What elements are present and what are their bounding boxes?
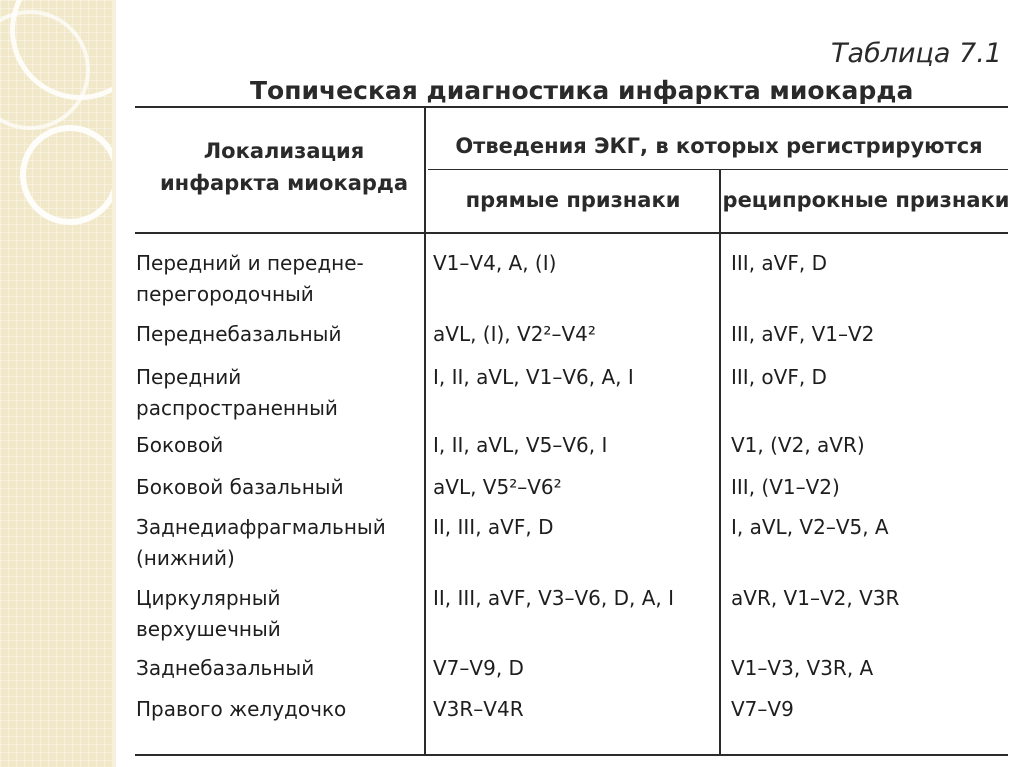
cell-direct: I, II, aVL, V5–V6, I	[433, 433, 608, 457]
column-divider	[424, 106, 426, 754]
table-title: Топическая диагностика инфаркта миокарда	[250, 76, 914, 105]
column-divider	[719, 170, 721, 754]
cell-direct: I, II, aVL, V1–V6, A, I	[433, 365, 634, 389]
cell-localization: Передний распространенный	[136, 365, 338, 420]
cell-reciprocal: aVR, V1–V2, V3R	[731, 586, 900, 610]
cell-localization: Циркулярный верхушечный	[136, 586, 281, 641]
cell-reciprocal: V1, (V2, aVR)	[731, 433, 865, 457]
cell-direct: aVL, (I), V2²–V4²	[433, 322, 596, 346]
document-page	[130, 28, 1010, 767]
cell-direct: II, III, aVF, D	[433, 515, 554, 539]
cell-direct: V7–V9, D	[433, 656, 524, 680]
header-leads-group: Отведения ЭКГ, в которых регистрируются	[455, 134, 983, 158]
table-caption: Таблица 7.1	[831, 38, 1002, 69]
cell-localization: Переднебазальный	[136, 322, 342, 346]
cell-reciprocal: V7–V9	[731, 697, 794, 721]
cell-reciprocal: III, oVF, D	[731, 365, 827, 389]
cell-reciprocal: III, aVF, D	[731, 251, 827, 275]
decorative-ring	[20, 125, 112, 225]
decorative-side-band	[0, 0, 112, 767]
cell-reciprocal: III, (V1–V2)	[731, 475, 840, 499]
header-direct-signs: прямые признаки	[465, 188, 681, 212]
cell-direct: V3R–V4R	[433, 697, 524, 721]
cell-localization: Заднебазальный	[136, 656, 315, 680]
cell-reciprocal: V1–V3, V3R, A	[731, 656, 874, 680]
cell-direct: II, III, aVF, V3–V6, D, A, I	[433, 586, 675, 610]
cell-direct: aVL, V5²–V6²	[433, 475, 562, 499]
cell-direct: V1–V4, A, (I)	[433, 251, 557, 275]
band-edge	[112, 0, 116, 767]
bottom-rule	[135, 754, 1008, 756]
header-localization: Локализация инфаркта миокарда	[159, 139, 409, 195]
cell-localization: Передний и передне-перегородочный	[136, 251, 364, 306]
cell-localization: Правого желудочко	[136, 697, 347, 721]
cell-localization: Боковой	[136, 433, 224, 457]
cell-reciprocal: III, aVF, V1–V2	[731, 322, 875, 346]
header-split-rule	[428, 169, 1008, 170]
header-reciprocal-signs: реципрокные признаки	[722, 188, 1010, 212]
header-bottom-rule	[135, 232, 1008, 234]
cell-localization: Заднедиафрагмальный (нижний)	[136, 515, 386, 570]
cell-localization: Боковой базальный	[136, 475, 344, 499]
top-rule	[135, 106, 1008, 108]
cell-reciprocal: I, aVL, V2–V5, A	[731, 515, 889, 539]
